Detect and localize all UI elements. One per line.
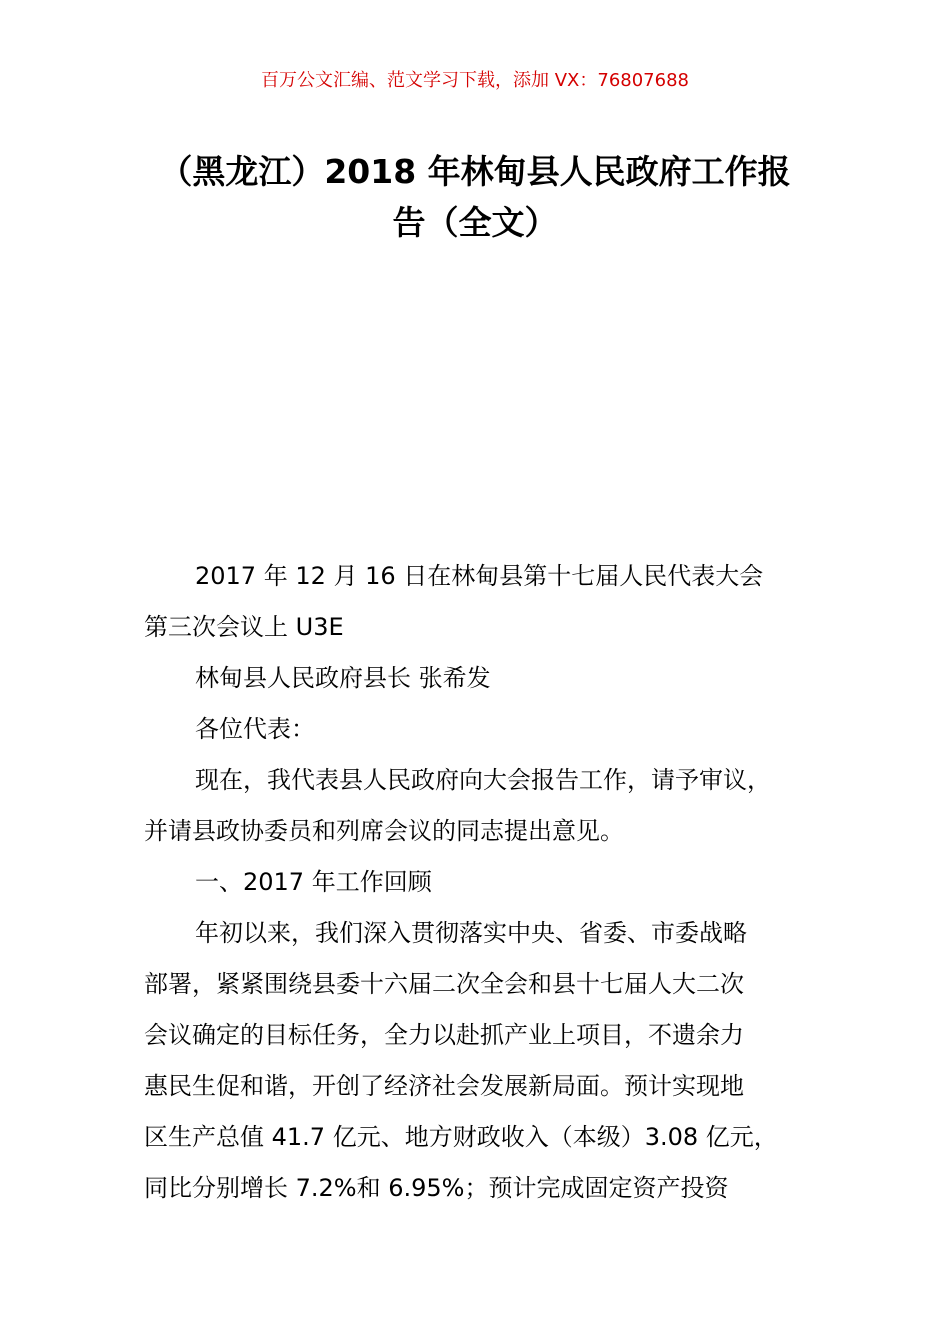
text-line: 2017 年 12 月 16 日在林甸县第十七届人民代表大会 (195, 562, 764, 590)
paragraph-salutation (144, 704, 834, 755)
text-line: 会议确定的目标任务，全力以赴抓产业上项目，不遗余力 (144, 1021, 744, 1049)
document-title (0, 146, 950, 248)
text-line: 区生产总值 41.7 亿元、地方财政收入（本级）3.08 亿元， (144, 1123, 778, 1151)
text-line: 现在，我代表县人民政府向大会报告工作，请予审议， (195, 766, 771, 794)
paragraph-speaker (144, 653, 834, 704)
text-line: 各位代表： (195, 715, 315, 743)
paragraph-review (144, 908, 834, 1214)
text-line: 部署，紧紧围绕县委十六届二次全会和县十七届人大二次 (144, 970, 744, 998)
text-line: 一、2017 年工作回顾 (195, 868, 432, 896)
paragraph-date-venue (144, 551, 834, 653)
document-body (144, 551, 834, 1214)
text-line: 第三次会议上 U3E (144, 613, 344, 641)
paragraph-intro (144, 755, 834, 857)
title-line-1: （黑龙江）2018 年林甸县人民政府工作报 (159, 152, 791, 191)
download-notice: 百万公文汇编、范文学习下载，添加 VX：76807688 (261, 70, 689, 91)
section-heading (144, 857, 834, 908)
text-line: 并请县政协委员和列席会议的同志提出意见。 (144, 817, 624, 845)
text-line: 同比分别增长 7.2%和 6.95%；预计完成固定资产投资 (144, 1174, 729, 1202)
text-line: 林甸县人民政府县长 张希发 (195, 664, 491, 692)
title-line-2: 告（全文） (392, 203, 558, 242)
text-line: 年初以来，我们深入贯彻落实中央、省委、市委战略 (195, 919, 747, 947)
text-line: 惠民生促和谐，开创了经济社会发展新局面。预计实现地 (144, 1072, 744, 1100)
